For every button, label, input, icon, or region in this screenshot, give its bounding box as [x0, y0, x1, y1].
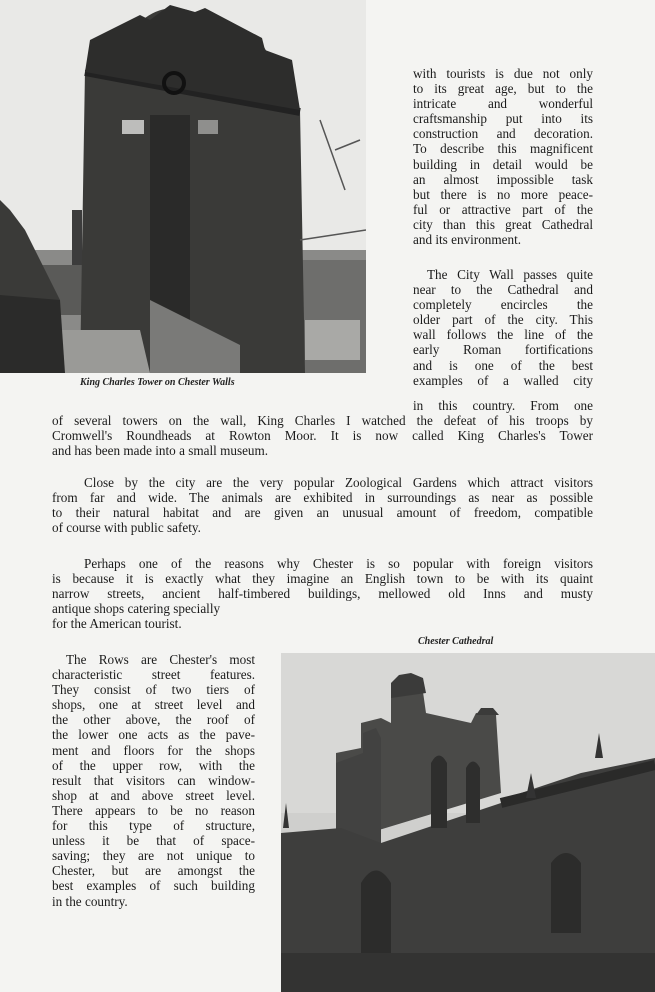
text-line: with tourists is due not only: [413, 66, 593, 81]
text-line: early Roman fortifications: [413, 342, 593, 358]
text-line: Perhaps one of the reasons why Chester is so popular with foreign visitors: [84, 556, 593, 571]
tower-caption: King Charles Tower on Chester Walls: [80, 377, 235, 388]
text-line: the lower one acts as the pave-: [52, 727, 255, 743]
text-line: to their natural habitat and are given an unusual amount of freedom, compatible: [52, 505, 593, 521]
paragraph-city-wall-cont: [52, 398, 593, 413]
text-line: of several towers on the wall, King Charles I watched the defeat of his troops by: [52, 413, 593, 428]
text-line: wall follows the line of the: [413, 327, 593, 343]
text-line: saving; they are not unique to: [52, 848, 255, 864]
text-line: city than this great Cathedral: [413, 216, 593, 232]
king-charles-tower-photo: [0, 0, 366, 373]
text-line: narrow streets, ancient half-timbered buildings, mellowed old Inns and musty: [52, 586, 593, 602]
text-line: to its great age, but to the: [413, 81, 593, 97]
paragraph-foreign-visitors: [52, 556, 593, 631]
text-line: for the American tourist.: [52, 616, 182, 632]
text-line: older part of the city. This: [413, 312, 593, 328]
paragraph-rows: [52, 652, 255, 909]
text-line: completely encircles the: [413, 297, 593, 313]
text-line: There appears to be no reason: [52, 802, 255, 818]
paragraph-zoo: [52, 475, 593, 535]
text-line: shops, one at street level and: [52, 697, 255, 713]
text-line: ful or attractive part of the: [413, 201, 593, 217]
text-line: The Rows are Chester's most: [66, 652, 255, 667]
text-line: of course with public safety.: [52, 520, 201, 536]
text-line: antique shops catering specially: [52, 601, 221, 617]
paragraph-city-wall: [413, 267, 593, 388]
text-line: result that visitors can window-: [52, 772, 255, 788]
text-line: construction and decoration.: [413, 126, 593, 142]
text-line: examples of a walled city: [413, 372, 593, 388]
paragraph-city-wall-wide: [52, 413, 593, 458]
text-line: is because it is exactly what they imagine an English town to be with its quaint: [52, 571, 593, 587]
text-line: of the upper row, with the: [52, 757, 255, 773]
chester-cathedral-photo: [281, 653, 655, 992]
paragraph-cathedral-intro: [413, 66, 593, 247]
text-line: ment and floors for the shops: [52, 742, 255, 758]
text-line: near to the Cathedral and: [413, 282, 593, 298]
text-line: in this country. From one: [413, 398, 593, 413]
text-line: characteristic street features.: [52, 667, 255, 683]
text-line: from far and wide. The animals are exhibited in surroundings as near as possible: [52, 490, 593, 506]
text-line: To describe this magnificent: [413, 141, 593, 157]
cathedral-caption: Chester Cathedral: [418, 636, 494, 647]
text-line: but there is no more peace-: [413, 186, 593, 202]
text-line: The City Wall passes quite: [427, 267, 593, 282]
text-line: Chester, but are amongst the: [52, 863, 255, 879]
text-line: unless it be that of space-: [52, 833, 255, 849]
text-line: Close by the city are the very popular Zoological Gardens which attract visitors: [84, 475, 593, 490]
text-line: and has been made into a small museum.: [52, 443, 269, 459]
text-line: building in detail would be: [413, 156, 593, 172]
text-line: and is one of the best: [413, 357, 593, 373]
text-line: craftsmanship put into its: [413, 111, 593, 127]
text-line: for this type of structure,: [52, 818, 255, 834]
text-line: shop at and above street level.: [52, 787, 255, 803]
text-line: Cromwell's Roundheads at Rowton Moor. It is now called King Charles's Tower: [52, 428, 593, 444]
text-line: an almost impossible task: [413, 171, 593, 187]
text-line: They consist of two tiers of: [52, 682, 255, 698]
text-line: in the country.: [52, 893, 128, 909]
text-line: intricate and wonderful: [413, 96, 593, 112]
text-line: best examples of such building: [52, 878, 255, 894]
text-line: the other above, the roof of: [52, 712, 255, 728]
text-line: and its environment.: [413, 232, 522, 248]
